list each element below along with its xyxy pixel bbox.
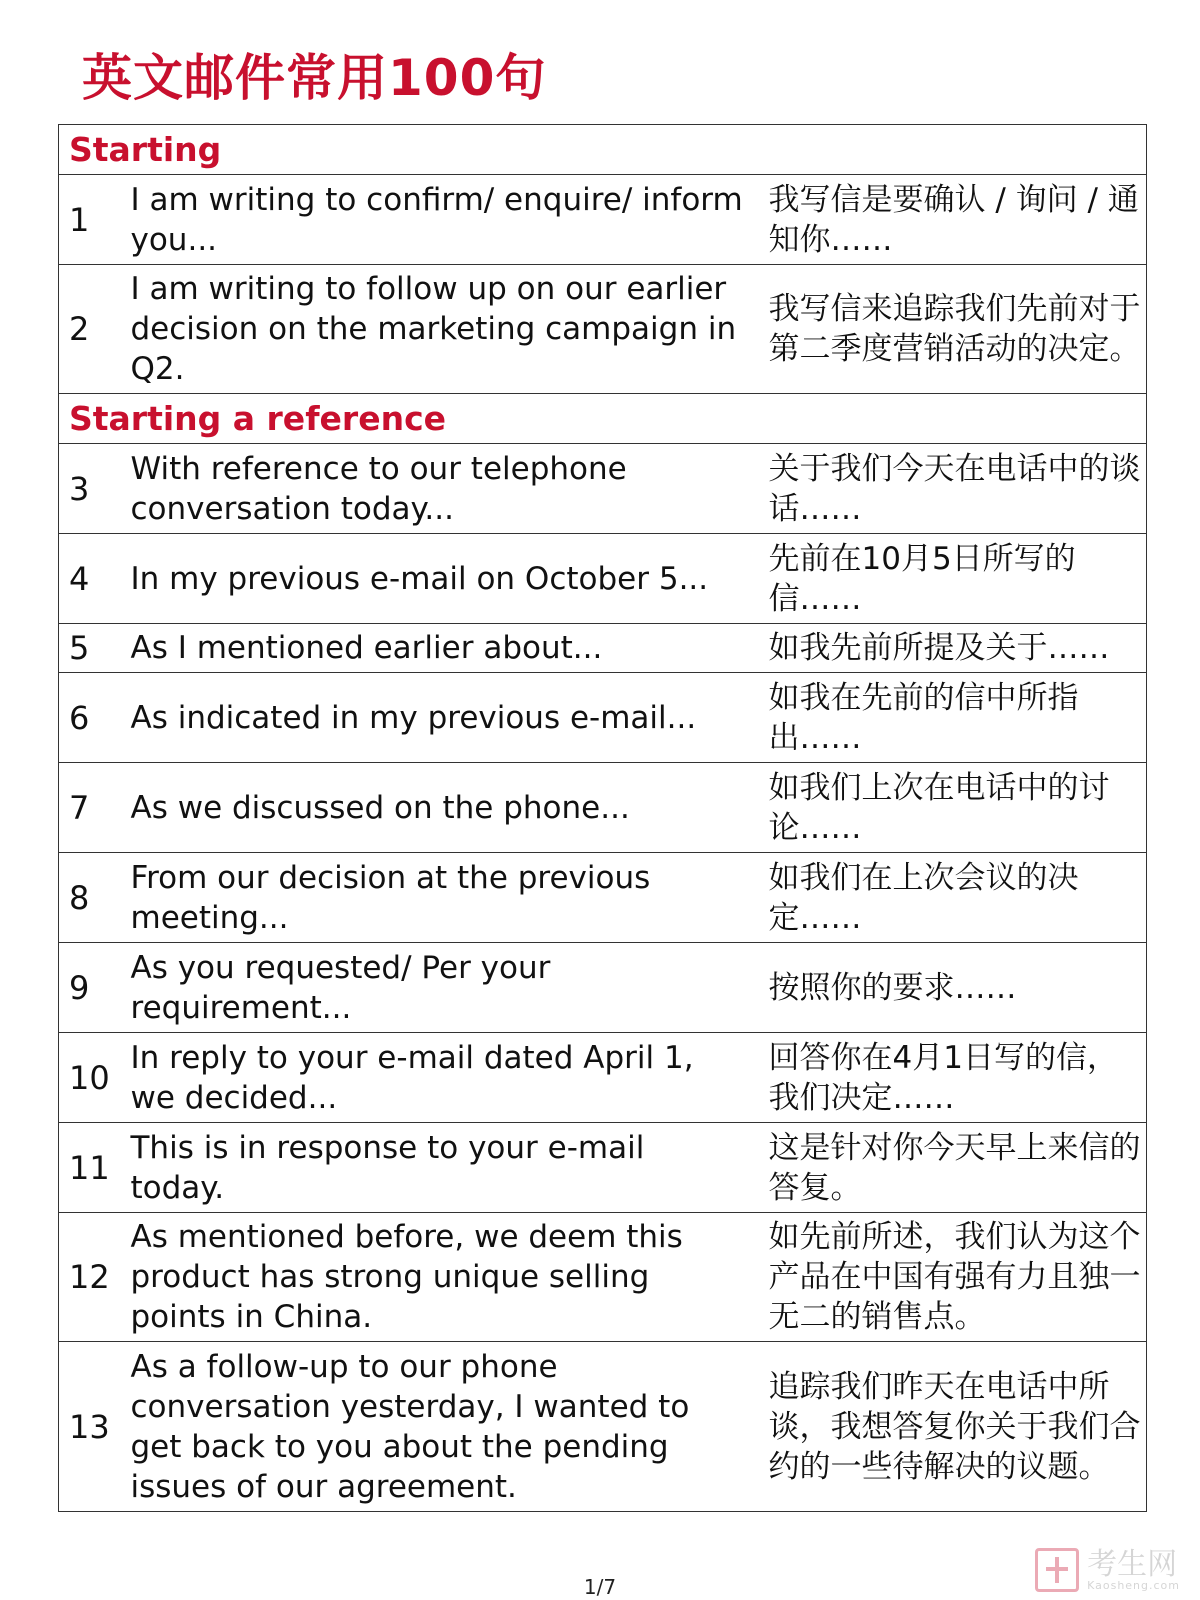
row-number: 10 <box>59 1033 129 1123</box>
table-row <box>59 175 1147 265</box>
row-number: 7 <box>59 763 129 853</box>
row-number: 11 <box>59 1123 129 1213</box>
section-header-starting-a-reference <box>59 394 1147 444</box>
english-phrase: As a follow-up to our phone conversation yesterday, I wanted to get back to you about the pending issues of our agreement. <box>129 1342 749 1512</box>
english-phrase: This is in response to your e-mail today. <box>129 1123 749 1213</box>
table-row <box>59 265 1147 394</box>
page-title: 英文邮件常用100句 <box>82 49 547 107</box>
row-number: 12 <box>59 1213 129 1342</box>
english-phrase: In my previous e-mail on October 5... <box>129 534 749 624</box>
chinese-translation: 追踪我们昨天在电话中所谈，我想答复你关于我们合约的一些待解决的议题。 <box>749 1342 1147 1512</box>
english-phrase: As mentioned before, we deem this product has strong unique selling points in China. <box>129 1213 749 1342</box>
chinese-translation: 我写信来追踪我们先前对于第二季度营销活动的决定。 <box>749 265 1147 394</box>
table-row <box>59 1033 1147 1123</box>
section-heading: Starting <box>59 125 1147 175</box>
row-number: 2 <box>59 265 129 394</box>
chinese-translation: 按照你的要求…… <box>749 943 1147 1033</box>
english-phrase: As I mentioned earlier about... <box>129 624 749 673</box>
watermark-cn: 考生网 <box>1087 1546 1178 1582</box>
watermark <box>1035 1548 1180 1592</box>
chinese-translation: 如我们上次在电话中的讨论…… <box>749 763 1147 853</box>
chinese-translation: 如我在先前的信中所指出…… <box>749 673 1147 763</box>
row-number: 6 <box>59 673 129 763</box>
chinese-translation: 我写信是要确认 / 询问 / 通知你…… <box>749 175 1147 265</box>
table-row <box>59 1342 1147 1512</box>
row-number: 1 <box>59 175 129 265</box>
table-row <box>59 673 1147 763</box>
page-number: 1/7 <box>583 1575 617 1599</box>
table-row <box>59 943 1147 1033</box>
watermark-text <box>1087 1546 1180 1592</box>
section-heading: Starting a reference <box>59 394 1147 444</box>
row-number: 9 <box>59 943 129 1033</box>
phrase-table <box>58 124 1147 1512</box>
english-phrase: I am writing to follow up on our earlier decision on the marketing campaign in Q2. <box>129 265 749 394</box>
chinese-translation: 回答你在4月1日写的信，我们决定…… <box>749 1033 1147 1123</box>
english-phrase: I am writing to confirm/ enquire/ inform you... <box>129 175 749 265</box>
table-row <box>59 1123 1147 1213</box>
chinese-translation: 如我们在上次会议的决定…… <box>749 853 1147 943</box>
table-row <box>59 534 1147 624</box>
row-number: 8 <box>59 853 129 943</box>
table-row <box>59 853 1147 943</box>
row-number: 3 <box>59 444 129 534</box>
table-row <box>59 444 1147 534</box>
english-phrase: From our decision at the previous meeting... <box>129 853 749 943</box>
chinese-translation: 如我先前所提及关于…… <box>749 624 1147 673</box>
english-phrase: In reply to your e-mail dated April 1, we decided... <box>129 1033 749 1123</box>
table-row <box>59 763 1147 853</box>
chinese-translation: 关于我们今天在电话中的谈话…… <box>749 444 1147 534</box>
chinese-translation: 如先前所述，我们认为这个产品在中国有强有力且独一无二的销售点。 <box>749 1213 1147 1342</box>
table-row <box>59 624 1147 673</box>
english-phrase: As we discussed on the phone... <box>129 763 749 853</box>
section-header-starting <box>59 125 1147 175</box>
row-number: 13 <box>59 1342 129 1512</box>
table-row <box>59 1213 1147 1342</box>
english-phrase: As indicated in my previous e-mail... <box>129 673 749 763</box>
kaosheng-logo-icon <box>1035 1548 1079 1592</box>
english-phrase: With reference to our telephone conversation today... <box>129 444 749 534</box>
chinese-translation: 先前在10月5日所写的信…… <box>749 534 1147 624</box>
english-phrase: As you requested/ Per your requirement... <box>129 943 749 1033</box>
chinese-translation: 这是针对你今天早上来信的答复。 <box>749 1123 1147 1213</box>
row-number: 4 <box>59 534 129 624</box>
watermark-en: Kaosheng.com <box>1087 1578 1180 1592</box>
row-number: 5 <box>59 624 129 673</box>
